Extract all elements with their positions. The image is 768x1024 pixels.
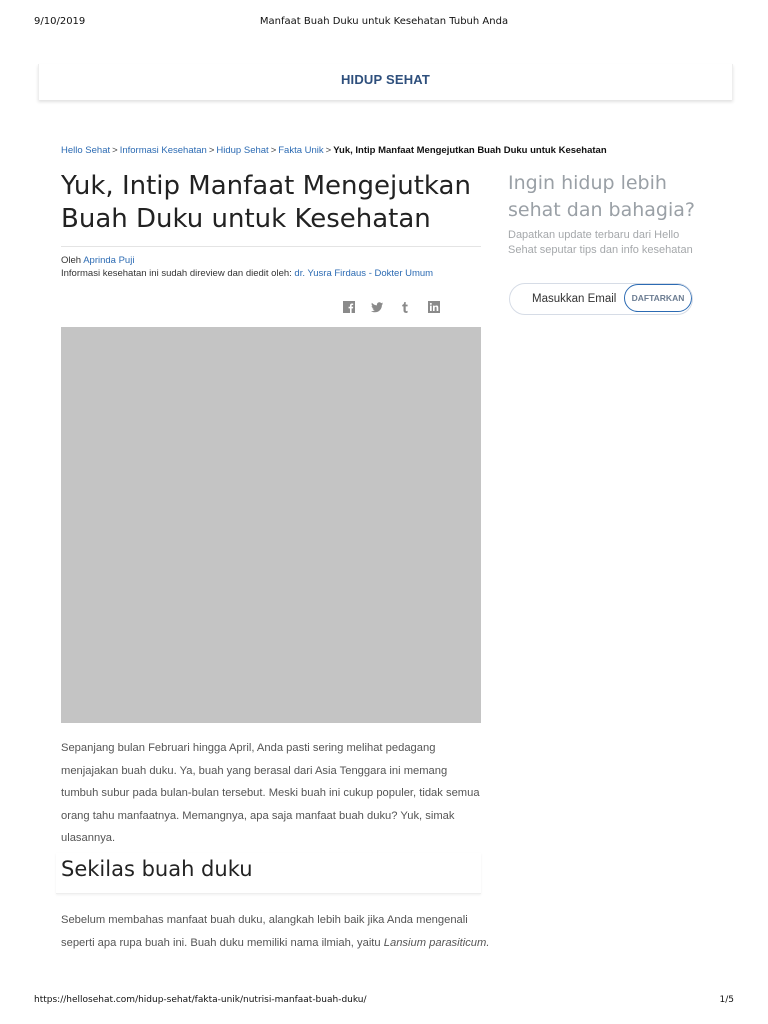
reviewer-line (61, 267, 501, 280)
byline (61, 254, 501, 280)
newsletter-heading: Ingin hidup lebih sehat dan bahagia? (508, 172, 696, 221)
title-divider (61, 246, 481, 247)
scientific-name: Lansium parasiticum. (383, 936, 490, 949)
newsletter-form (509, 283, 693, 315)
article-hero-image (61, 327, 481, 723)
twitter-icon[interactable] (370, 300, 384, 314)
reviewer-link[interactable]: dr. Yusra Firdaus - Dokter Umum (294, 268, 434, 279)
print-document-title: Manfaat Buah Duku untuk Kesehatan Tubuh Anda (259, 16, 509, 27)
author-line (61, 254, 501, 267)
linkedin-icon[interactable] (427, 300, 441, 314)
breadcrumb-separator: > (208, 145, 215, 156)
breadcrumb-separator: > (112, 145, 118, 156)
breadcrumb-item-hidup-sehat[interactable]: Hidup Sehat (216, 145, 269, 156)
print-url: https://hellosehat.com/hidup-sehat/fakta-unik/nutrisi-manfaat-buah-duku/ (34, 995, 367, 1005)
print-date: 9/10/2019 (34, 16, 86, 27)
breadcrumb-item-fakta-unik[interactable]: Fakta Unik (278, 145, 324, 156)
breadcrumb-item-hello-sehat[interactable]: Hello Sehat (61, 145, 111, 156)
body-paragraph-text: Sebelum membahas manfaat buah duku, alangkah lebih baik jika Anda mengenali seperti apa rupa buah ini. Buah duku memiliki nama ilmiah, yaitu (61, 914, 468, 949)
breadcrumb (61, 145, 701, 156)
newsletter-widget (508, 170, 708, 257)
article-intro-paragraph: Sepanjang bulan Februari hingga April, Anda pasti sering melihat pedagang menjajakan buah duku. Ya, buah yang berasal dari Asia Tenggara ini memang tumbuh subur pada bulan-bulan tersebut. Meski buah ini cukup populer, tidak semua orang tahu manfaatnya. Memangnya, apa saja manfaat buah duku? Yuk, simak ulasannya. (61, 742, 480, 844)
section-heading-box (56, 853, 481, 894)
newsletter-description: Dapatkan update terbaru dari Hello Sehat seputar tips dan info kesehatan (508, 229, 693, 256)
breadcrumb-item-informasi-kesehatan[interactable]: Informasi Kesehatan (119, 145, 207, 156)
newsletter-email-input[interactable] (532, 290, 622, 308)
site-header (38, 64, 733, 100)
site-section-link[interactable]: HIDUP SEHAT (340, 72, 431, 87)
section-heading: Sekilas buah duku (61, 857, 253, 881)
newsletter-subscribe-button[interactable]: DAFTARKAN (624, 284, 692, 312)
article-title: Yuk, Intip Manfaat Mengejutkan Buah Duku untuk Kesehatan (61, 171, 471, 234)
author-link[interactable]: Aprinda Puji (83, 255, 135, 266)
breadcrumb-current: Yuk, Intip Manfaat Mengejutkan Buah Duku untuk Kesehatan (333, 145, 607, 156)
breadcrumb-separator: > (325, 145, 332, 156)
breadcrumb-separator: > (270, 145, 277, 156)
print-header (34, 16, 734, 30)
review-prefix: Informasi kesehatan ini sudah direview dan diedit oleh: (61, 268, 292, 279)
facebook-icon[interactable] (342, 300, 356, 314)
article-body-paragraph (61, 909, 491, 954)
byline-prefix: Oleh (61, 255, 82, 266)
tumblr-icon[interactable] (398, 300, 412, 314)
print-page-number: 1/5 (719, 995, 734, 1005)
print-footer (34, 995, 734, 1009)
share-bar (340, 300, 450, 316)
